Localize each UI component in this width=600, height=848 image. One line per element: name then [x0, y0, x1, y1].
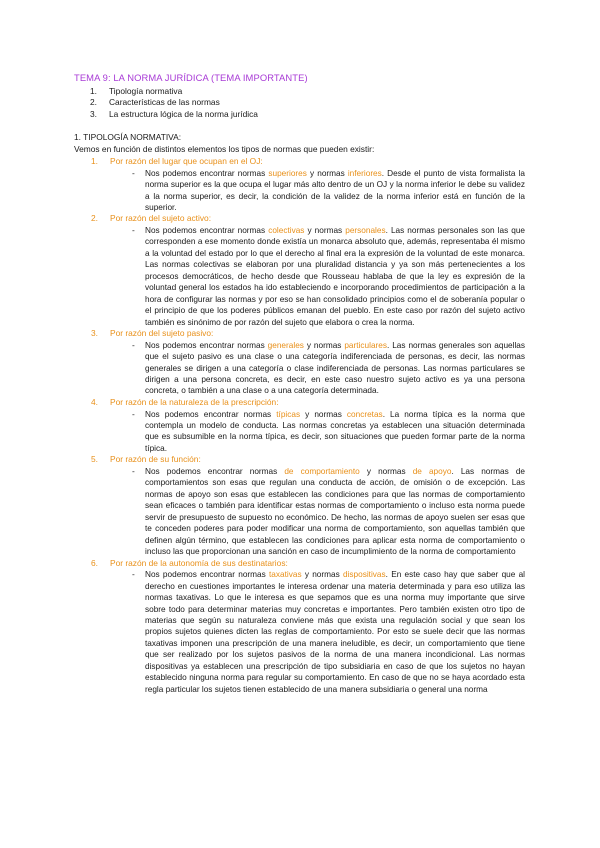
text-run: Nos podemos encontrar normas: [145, 168, 269, 178]
text-run: Nos podemos encontrar normas: [145, 570, 270, 580]
table-of-contents: [90, 86, 258, 120]
highlighted-term: superiores: [268, 168, 307, 178]
toc-number: 2.: [90, 97, 97, 108]
text-run: . Desde el punto de vista formalista la norma superior es la que ocupa el lugar más alto dentro de un OJ y la norma inferior le debe su validez a la norma superior, es decir, la condición de la validez de la norma inferior está en función de la superior.: [145, 168, 526, 212]
typology-item-number: 5.: [91, 454, 98, 465]
text-run: y normas: [304, 226, 346, 235]
toc-label: Características de las normas: [109, 97, 220, 108]
toc-label: Tipología normativa: [109, 86, 183, 96]
paragraph-text: [145, 409, 525, 455]
toc-item: [90, 109, 258, 120]
typology-item-heading: [0, 328, 600, 340]
typology-item-number: 4.: [91, 396, 98, 407]
document-title: TEMA 9: LA NORMA JURÍDICA (TEMA IMPORTANTE): [74, 72, 308, 83]
section-heading: 1. TIPOLOGÍA NORMATIVA:: [74, 132, 182, 142]
typology-item-heading: [0, 156, 600, 168]
highlighted-term: personales: [345, 226, 386, 235]
text-run: Nos podemos encontrar normas: [145, 226, 269, 235]
typology-item-heading-text: Por razón del sujeto activo:: [110, 213, 212, 224]
bullet-paragraph: [0, 340, 600, 397]
toc-number: 1.: [90, 86, 97, 96]
text-run: y normas: [300, 409, 347, 419]
typology-item-number: 3.: [91, 328, 98, 339]
text-run: Nos podemos encontrar normas: [145, 466, 285, 476]
typology-item: [0, 328, 600, 397]
highlighted-term: típicas: [276, 409, 301, 419]
typology-item-heading-text: Por razón de la autonomía de sus destinatarios:: [110, 557, 288, 568]
toc-label: La estructura lógica de la norma jurídica: [109, 108, 258, 119]
typology-item-heading-text: Por razón de su función:: [110, 454, 201, 465]
paragraph-text: [145, 340, 525, 397]
toc-item: [90, 86, 258, 97]
text-run: Nos podemos encontrar normas: [145, 409, 277, 419]
paragraph-text: [145, 168, 525, 214]
typology-item-heading: [0, 454, 600, 466]
typology-item: [0, 454, 600, 557]
highlighted-term: particulares: [344, 340, 387, 350]
highlighted-term: inferiores: [347, 168, 382, 178]
highlighted-term: taxativas: [269, 570, 302, 580]
typology-item-number: 2.: [91, 213, 98, 224]
text-run: y normas: [303, 340, 345, 350]
typology-item: [0, 558, 600, 696]
highlighted-term: generales: [267, 340, 304, 350]
paragraph-text: [145, 569, 525, 695]
typology-item-heading: [0, 397, 600, 409]
typology-item-heading: [0, 558, 600, 570]
dash-bullet: -: [132, 465, 135, 476]
text-run: y normas: [301, 570, 343, 580]
highlighted-term: colectivas: [268, 226, 305, 235]
text-run: Nos podemos encontrar normas: [145, 340, 268, 350]
text-run: . Las normas de comportamientos son esas que regulan una conducta de acción, de omisión o de excepción. Las normas de apoyo son esas que establecen las condiciones para que las normas de comportamiento sean eficaces o también para identificar estas normas de comportamiento o incluso esta norma puede servir de presupuesto de supuesto no económico. De hecho, las normas de apoyo suelen ser esas que te conceden poderes para poder modificar una norma de comportamiento, son aquellas también que definen algún término, que establecen las condiciones para aplicar esta norma de comportamiento o incluso las que proporcionan una sanción en caso de incumplimiento de la norma de comportamiento: [145, 466, 525, 557]
typology-item: [0, 156, 600, 213]
typology-item: [0, 213, 600, 328]
bullet-paragraph: [0, 168, 600, 214]
text-run: . Las normas generales son aquellas que el sujeto pasivo es una clase o una categoría indiferenciada de personas, es decir, las normas generales se dirigen a una categoría o clase indiferenciada de personas. Las normas particulares se dirigen a una persona concreta, es decir, en este caso nuestro sujeto activo es ya una persona concreta, o también a una clase o a una categoría determinada.: [145, 340, 525, 396]
text-run: . La norma típica es la norma que contempla un modelo de conducta. Las normas concretas ya establecen una situación determinada que es subsumible en la norma típica, es decir, son situaciones que pueden formar parte de la norma típica.: [145, 409, 525, 453]
typology-item-heading-text: Por razón del lugar que ocupan en el OJ:: [110, 156, 263, 166]
toc-number: 3.: [90, 108, 97, 119]
paragraph-text: [145, 466, 525, 558]
dash-bullet: -: [132, 339, 135, 350]
highlighted-term: concretas: [346, 409, 383, 419]
typology-item-heading: [0, 213, 600, 225]
typology-item: [0, 397, 600, 454]
highlighted-term: de comportamiento: [284, 466, 360, 476]
dash-bullet: -: [132, 225, 135, 235]
bullet-paragraph: [0, 409, 600, 455]
typology-item-heading-text: Por razón del sujeto pasivo:: [110, 328, 214, 339]
dash-bullet: -: [132, 569, 135, 580]
toc-item: [90, 97, 258, 108]
dash-bullet: -: [132, 167, 135, 178]
highlighted-term: de apoyo: [412, 466, 452, 476]
paragraph-text: [145, 225, 525, 328]
bullet-paragraph: [0, 569, 600, 695]
text-run: . Las normas personales son las que corresponden a ese momento donde existía un monarca absoluto que, además, representaba él mismo a la voluntad del estado por lo que el derecho al final era la expresión de la voluntad de este monarca. Las normas colectivas se elaboran por una pluralidad distancia y ya son más pertenecientes a los procesos democráticos, de hecho desde que Rousseau hablaba de que la ley es expresión de la voluntad general los estados ha ido estableciendo e incorporando procedimientos de participación a la hora de configurar las normas y por eso se han consolidado principios como el de soberanía popular o el principio de que los poderes públicos emanan del pueblo. En este caso por razón del sujeto activo también es sinónimo de por razón del sujeto que elabora o crea la norma.: [145, 226, 526, 327]
bullet-paragraph: [0, 225, 600, 328]
dash-bullet: -: [132, 408, 135, 419]
text-run: y normas: [306, 168, 348, 178]
text-run: . En este caso hay que saber que al derecho en cuestiones importantes le interesa ordenar una materia determinada y para eso utiliza las normas taxativas. Lo que le interesa es que sepamos que es una norma muy importante que sirve sobre todo para determinar materias muy concretas e importantes. Pero también existen otro tipo de materias que según su naturaleza conviene más que exista una regulación social y que sean los propios sujetos quienes dicten las reglas de comportamiento. Por esto se suele decir que las normas taxativas imponen una prescripción de una manera ineludible, es decir, un comportamiento que tiene que ser realizado por los sujetos pasivos de la norma de una manera incondicional. Las normas dispositivas ya establecen una prescripción de tipo subsidiaria en caso de que los sujetos no hayan establecido ninguna norma para regular su comportamiento. En caso de que no se haya acordado esta regla particular los sujetos tienen establecido de una manera subsidiaria o general una norma: [145, 570, 526, 694]
typology-item-heading-text: Por razón de la naturaleza de la prescripción:: [110, 396, 279, 407]
section-intro: Vemos en función de distintos elementos los tipos de normas que pueden existir:: [74, 144, 375, 154]
bullet-paragraph: [0, 466, 600, 558]
highlighted-term: dispositivas: [343, 570, 386, 580]
typology-item-number: 1.: [91, 156, 98, 166]
text-run: y normas: [359, 466, 413, 476]
typology-item-number: 6.: [91, 557, 98, 568]
typology-list: [0, 156, 600, 695]
